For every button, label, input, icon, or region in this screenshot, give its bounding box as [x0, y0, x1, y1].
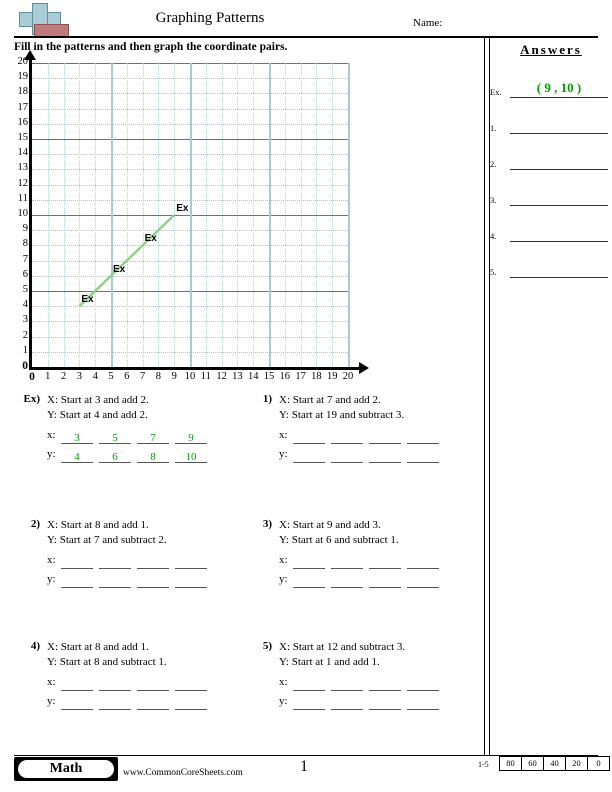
x-rule-text: X: Start at 12 and subtract 3.: [279, 641, 406, 653]
page-number: 1: [300, 758, 308, 775]
x-tick-label: 12: [216, 371, 227, 382]
x-axis-arrow-icon: [359, 362, 369, 374]
gridline-vertical: [127, 63, 128, 367]
answers-heading: Answers: [520, 42, 582, 57]
x-value-2: 5: [112, 432, 118, 444]
y-tick-label: 3: [22, 314, 28, 326]
gridline-vertical: [269, 63, 271, 367]
gridline-vertical: [348, 63, 350, 367]
problem-number: 5): [262, 640, 272, 652]
x-tick-label: 17: [295, 371, 306, 382]
y-row-label: y:: [279, 573, 288, 585]
answer-number: Ex.: [490, 87, 502, 97]
x-tick-label: 20: [342, 371, 354, 382]
gridline-vertical: [253, 63, 254, 367]
answer-blank-line[interactable]: [510, 205, 608, 206]
x-blank-2[interactable]: [331, 690, 363, 691]
x-blank-1[interactable]: [61, 690, 93, 691]
y-rule-text: Y: Start at 4 and add 2.: [47, 409, 148, 421]
answers-panel-divider-inner: [489, 38, 490, 756]
y-blank-2[interactable]: [99, 587, 131, 588]
y-tick-label: 2: [22, 329, 28, 341]
problem-5: [246, 640, 478, 745]
y-tick-label: 10: [17, 208, 28, 219]
x-rule-text: X: Start at 8 and add 1.: [47, 641, 149, 653]
x-tick-label: 6: [124, 371, 130, 382]
subject-badge-label: Math: [18, 760, 114, 778]
gridline-vertical: [174, 63, 175, 367]
name-field-label: Name:: [413, 17, 443, 29]
x-tick-label: 14: [247, 371, 259, 382]
answer-row-5: [490, 256, 610, 278]
y-answer-row: [279, 571, 477, 590]
x-tick-label: 7: [139, 371, 146, 382]
data-point-label: Ex: [81, 294, 94, 306]
x-blank-1[interactable]: [61, 568, 93, 569]
gridline-vertical: [332, 63, 333, 367]
x-tick-label: 5: [108, 371, 114, 382]
y-blank-1[interactable]: [61, 587, 93, 588]
x-tick-label: 1: [45, 371, 51, 382]
answer-row-ex: [490, 76, 610, 98]
gridline-vertical: [316, 63, 317, 367]
y-blank-4[interactable]: [175, 709, 207, 710]
answer-blank-line[interactable]: [510, 277, 608, 278]
x-blank-2[interactable]: [331, 568, 363, 569]
y-blank-3[interactable]: [369, 709, 401, 710]
gridline-vertical: [79, 63, 80, 367]
x-rule-text: X: Start at 3 and add 2.: [47, 394, 149, 406]
x-row-label: x:: [279, 676, 288, 688]
y-tick-label: 7: [22, 253, 28, 265]
y-tick-label: 16: [17, 116, 28, 128]
score-cell: 60: [522, 757, 544, 770]
x-answer-row: [279, 674, 477, 693]
x-blank-4[interactable]: [407, 568, 439, 569]
y-blank-4[interactable]: [407, 587, 439, 588]
x-tick-label: 4: [92, 371, 98, 382]
y-tick-label: 4: [22, 299, 28, 311]
problem-number: 3): [262, 518, 272, 530]
y-blank-4[interactable]: [175, 587, 207, 588]
answer-value: ( 9 , 10 ): [536, 80, 582, 95]
y-blank-3[interactable]: [137, 587, 169, 588]
y-row-label: y:: [279, 448, 288, 460]
y-blank-1[interactable]: [293, 587, 325, 588]
x-blank-1[interactable]: [293, 443, 325, 444]
y-tick-label: 18: [17, 86, 28, 98]
score-cell: 40: [544, 757, 566, 770]
x-answer-row: [47, 674, 245, 693]
y-rule-text: Y: Start at 6 and subtract 1.: [279, 534, 399, 546]
data-point-label: Ex: [176, 203, 189, 214]
answer-number: 1.: [490, 123, 497, 133]
x-answer-row: [47, 552, 245, 571]
answer-row-2: [490, 148, 610, 170]
y-value-3: 8: [150, 451, 156, 463]
x-tick-label: 2: [60, 371, 67, 382]
coordinate-grid-chart: [16, 58, 376, 388]
problem-3: [246, 518, 478, 623]
y-tick-label: 0: [22, 360, 28, 372]
x-blank-1[interactable]: [293, 568, 325, 569]
y-value-1: 4: [74, 451, 80, 463]
x-tick-label: 16: [279, 371, 291, 382]
problem-2: [14, 518, 246, 623]
y-blank-3[interactable]: [137, 709, 169, 710]
x-blank-3[interactable]: [369, 443, 401, 444]
y-blank-1[interactable]: [293, 462, 325, 463]
y-tick-label: 9: [22, 223, 28, 235]
y-blank-4[interactable]: [407, 709, 439, 710]
answer-row-3: [490, 184, 610, 206]
problem-body: [279, 640, 477, 712]
x-row-label: x:: [47, 676, 56, 688]
gridline-vertical: [237, 63, 238, 367]
y-tick-label: 12: [17, 177, 28, 189]
x-row-label: x:: [47, 554, 56, 566]
x-blank-2[interactable]: [331, 443, 363, 444]
x-blank-3[interactable]: [137, 568, 169, 569]
x-rule-text: X: Start at 8 and add 1.: [47, 519, 149, 531]
subject-badge: [14, 757, 118, 781]
site-url-text: www.CommonCoreSheets.com: [123, 768, 243, 778]
y-blank-3[interactable]: [369, 462, 401, 463]
data-point-label: Ex: [113, 263, 126, 275]
y-tick-label: 17: [17, 101, 28, 113]
x-value-3: 7: [150, 432, 156, 444]
y-tick-label: 14: [17, 147, 28, 159]
x-answer-row: [47, 427, 245, 446]
y-rule-text: Y: Start at 8 and subtract 1.: [47, 656, 167, 668]
answers-panel-divider-outer: [484, 38, 485, 756]
y-blank-1[interactable]: [293, 709, 325, 710]
y-blank-2[interactable]: [331, 709, 363, 710]
answer-number: 5.: [490, 267, 497, 277]
score-cell: 20: [566, 757, 588, 770]
x-row-label: x:: [279, 429, 288, 441]
y-tick-label: 5: [22, 284, 28, 295]
problem-body: [279, 518, 477, 590]
score-table: [499, 756, 610, 771]
x-tick-label: 11: [200, 371, 211, 382]
x-blank-4[interactable]: [407, 443, 439, 444]
y-blank-4[interactable]: [407, 462, 439, 463]
y-axis: [29, 58, 32, 370]
x-blank-3[interactable]: [137, 690, 169, 691]
x-blank-3[interactable]: [369, 690, 401, 691]
y-answer-row: [279, 693, 477, 712]
x-answer-row: [279, 552, 477, 571]
x-axis: [29, 367, 361, 370]
problem-body: [47, 518, 245, 590]
gridline-vertical: [222, 63, 223, 367]
y-blank-2[interactable]: [99, 709, 131, 710]
gridline-vertical: [285, 63, 286, 367]
y-rule-text: Y: Start at 1 and add 1.: [279, 656, 380, 668]
gridline-vertical: [111, 63, 113, 367]
y-blank-3[interactable]: [369, 587, 401, 588]
x-value-4: 9: [188, 432, 194, 444]
x-value-1: 3: [74, 432, 80, 444]
y-tick-label: 8: [22, 238, 28, 250]
answer-number: 2.: [490, 159, 497, 169]
y-answer-row: [47, 446, 245, 465]
gridline-vertical: [190, 63, 192, 367]
gridline-vertical: [95, 63, 96, 367]
y-row-label: y:: [279, 695, 288, 707]
x-tick-label: 19: [326, 371, 338, 382]
gridline-vertical: [206, 63, 207, 367]
problem-number: 1): [262, 393, 272, 405]
x-tick-label: 13: [232, 371, 243, 382]
y-tick-label: 11: [17, 192, 28, 204]
x-tick-label: 3: [76, 371, 83, 382]
y-value-4: 10: [185, 451, 197, 463]
x-tick-label: 15: [263, 371, 275, 382]
instructions-text: Fill in the patterns and then graph the coordinate pairs.: [14, 41, 288, 53]
y-answer-row: [47, 571, 245, 590]
y-row-label: y:: [47, 573, 56, 585]
problem-number: 2): [30, 518, 40, 530]
gridline-vertical: [158, 63, 159, 367]
y-answer-row: [279, 446, 477, 465]
answer-blank-line[interactable]: [510, 133, 608, 134]
answer-blank-line[interactable]: [510, 169, 608, 170]
problem-body: [279, 393, 477, 465]
answer-number: 3.: [490, 195, 497, 205]
score-cell: 0: [596, 758, 601, 768]
y-tick-label: 19: [17, 71, 28, 83]
gridline-vertical: [301, 63, 302, 367]
page-header: [0, 0, 612, 40]
x-blank-2[interactable]: [99, 690, 131, 691]
y-rule-text: Y: Start at 7 and subtract 2.: [47, 534, 167, 546]
problem-number: Ex): [23, 393, 40, 405]
x-blank-4[interactable]: [407, 690, 439, 691]
x-tick-label: 10: [184, 371, 196, 382]
x-row-label: x:: [279, 554, 288, 566]
x-blank-1[interactable]: [293, 690, 325, 691]
problem-number: 4): [30, 640, 40, 652]
answer-blank-line[interactable]: [510, 97, 608, 98]
y-tick-label: 1: [22, 344, 28, 356]
x-tick-label: 18: [311, 371, 322, 382]
answer-blank-line[interactable]: [510, 241, 608, 242]
y-blank-2[interactable]: [331, 587, 363, 588]
plot-area: [32, 63, 348, 367]
x-blank-3[interactable]: [369, 568, 401, 569]
x-blank-2[interactable]: [99, 568, 131, 569]
x-rule-text: X: Start at 9 and add 3.: [279, 519, 381, 531]
x-answer-row: [279, 427, 477, 446]
y-row-label: y:: [47, 695, 56, 707]
answer-row-1: [490, 112, 610, 134]
problem-ex: [14, 393, 246, 498]
x-blank-4[interactable]: [175, 690, 207, 691]
y-row-label: y:: [47, 448, 56, 460]
gridline-vertical: [64, 63, 65, 367]
y-tick-label: 15: [17, 132, 28, 143]
y-rule-text: Y: Start at 19 and subtract 3.: [279, 409, 405, 421]
header-divider: [14, 36, 598, 38]
problem-body: [47, 393, 245, 465]
x-tick-label: 0: [29, 371, 35, 383]
x-blank-4[interactable]: [175, 568, 207, 569]
gridline-vertical: [48, 63, 49, 367]
y-blank-1[interactable]: [61, 709, 93, 710]
x-rule-text: X: Start at 7 and add 2.: [279, 394, 381, 406]
page-title: Graphing Patterns: [155, 10, 265, 26]
y-value-2: 6: [112, 451, 118, 463]
y-answer-row: [47, 693, 245, 712]
data-point-label: Ex: [144, 233, 157, 245]
x-tick-label: 9: [171, 371, 177, 382]
x-row-label: x:: [47, 429, 56, 441]
problem-1: [246, 393, 478, 498]
problem-4: [14, 640, 246, 745]
x-tick-label: 8: [155, 371, 162, 382]
score-cell: 80: [500, 757, 522, 770]
y-blank-2[interactable]: [331, 462, 363, 463]
answer-number: 4.: [490, 231, 497, 241]
score-range-label: 1-5: [478, 760, 489, 769]
y-tick-label: 6: [22, 268, 28, 280]
problem-body: [47, 640, 245, 712]
gridline-vertical: [143, 63, 144, 367]
y-tick-label: 13: [17, 162, 28, 174]
y-tick-label: 20: [17, 56, 28, 67]
answer-row-4: [490, 220, 610, 242]
